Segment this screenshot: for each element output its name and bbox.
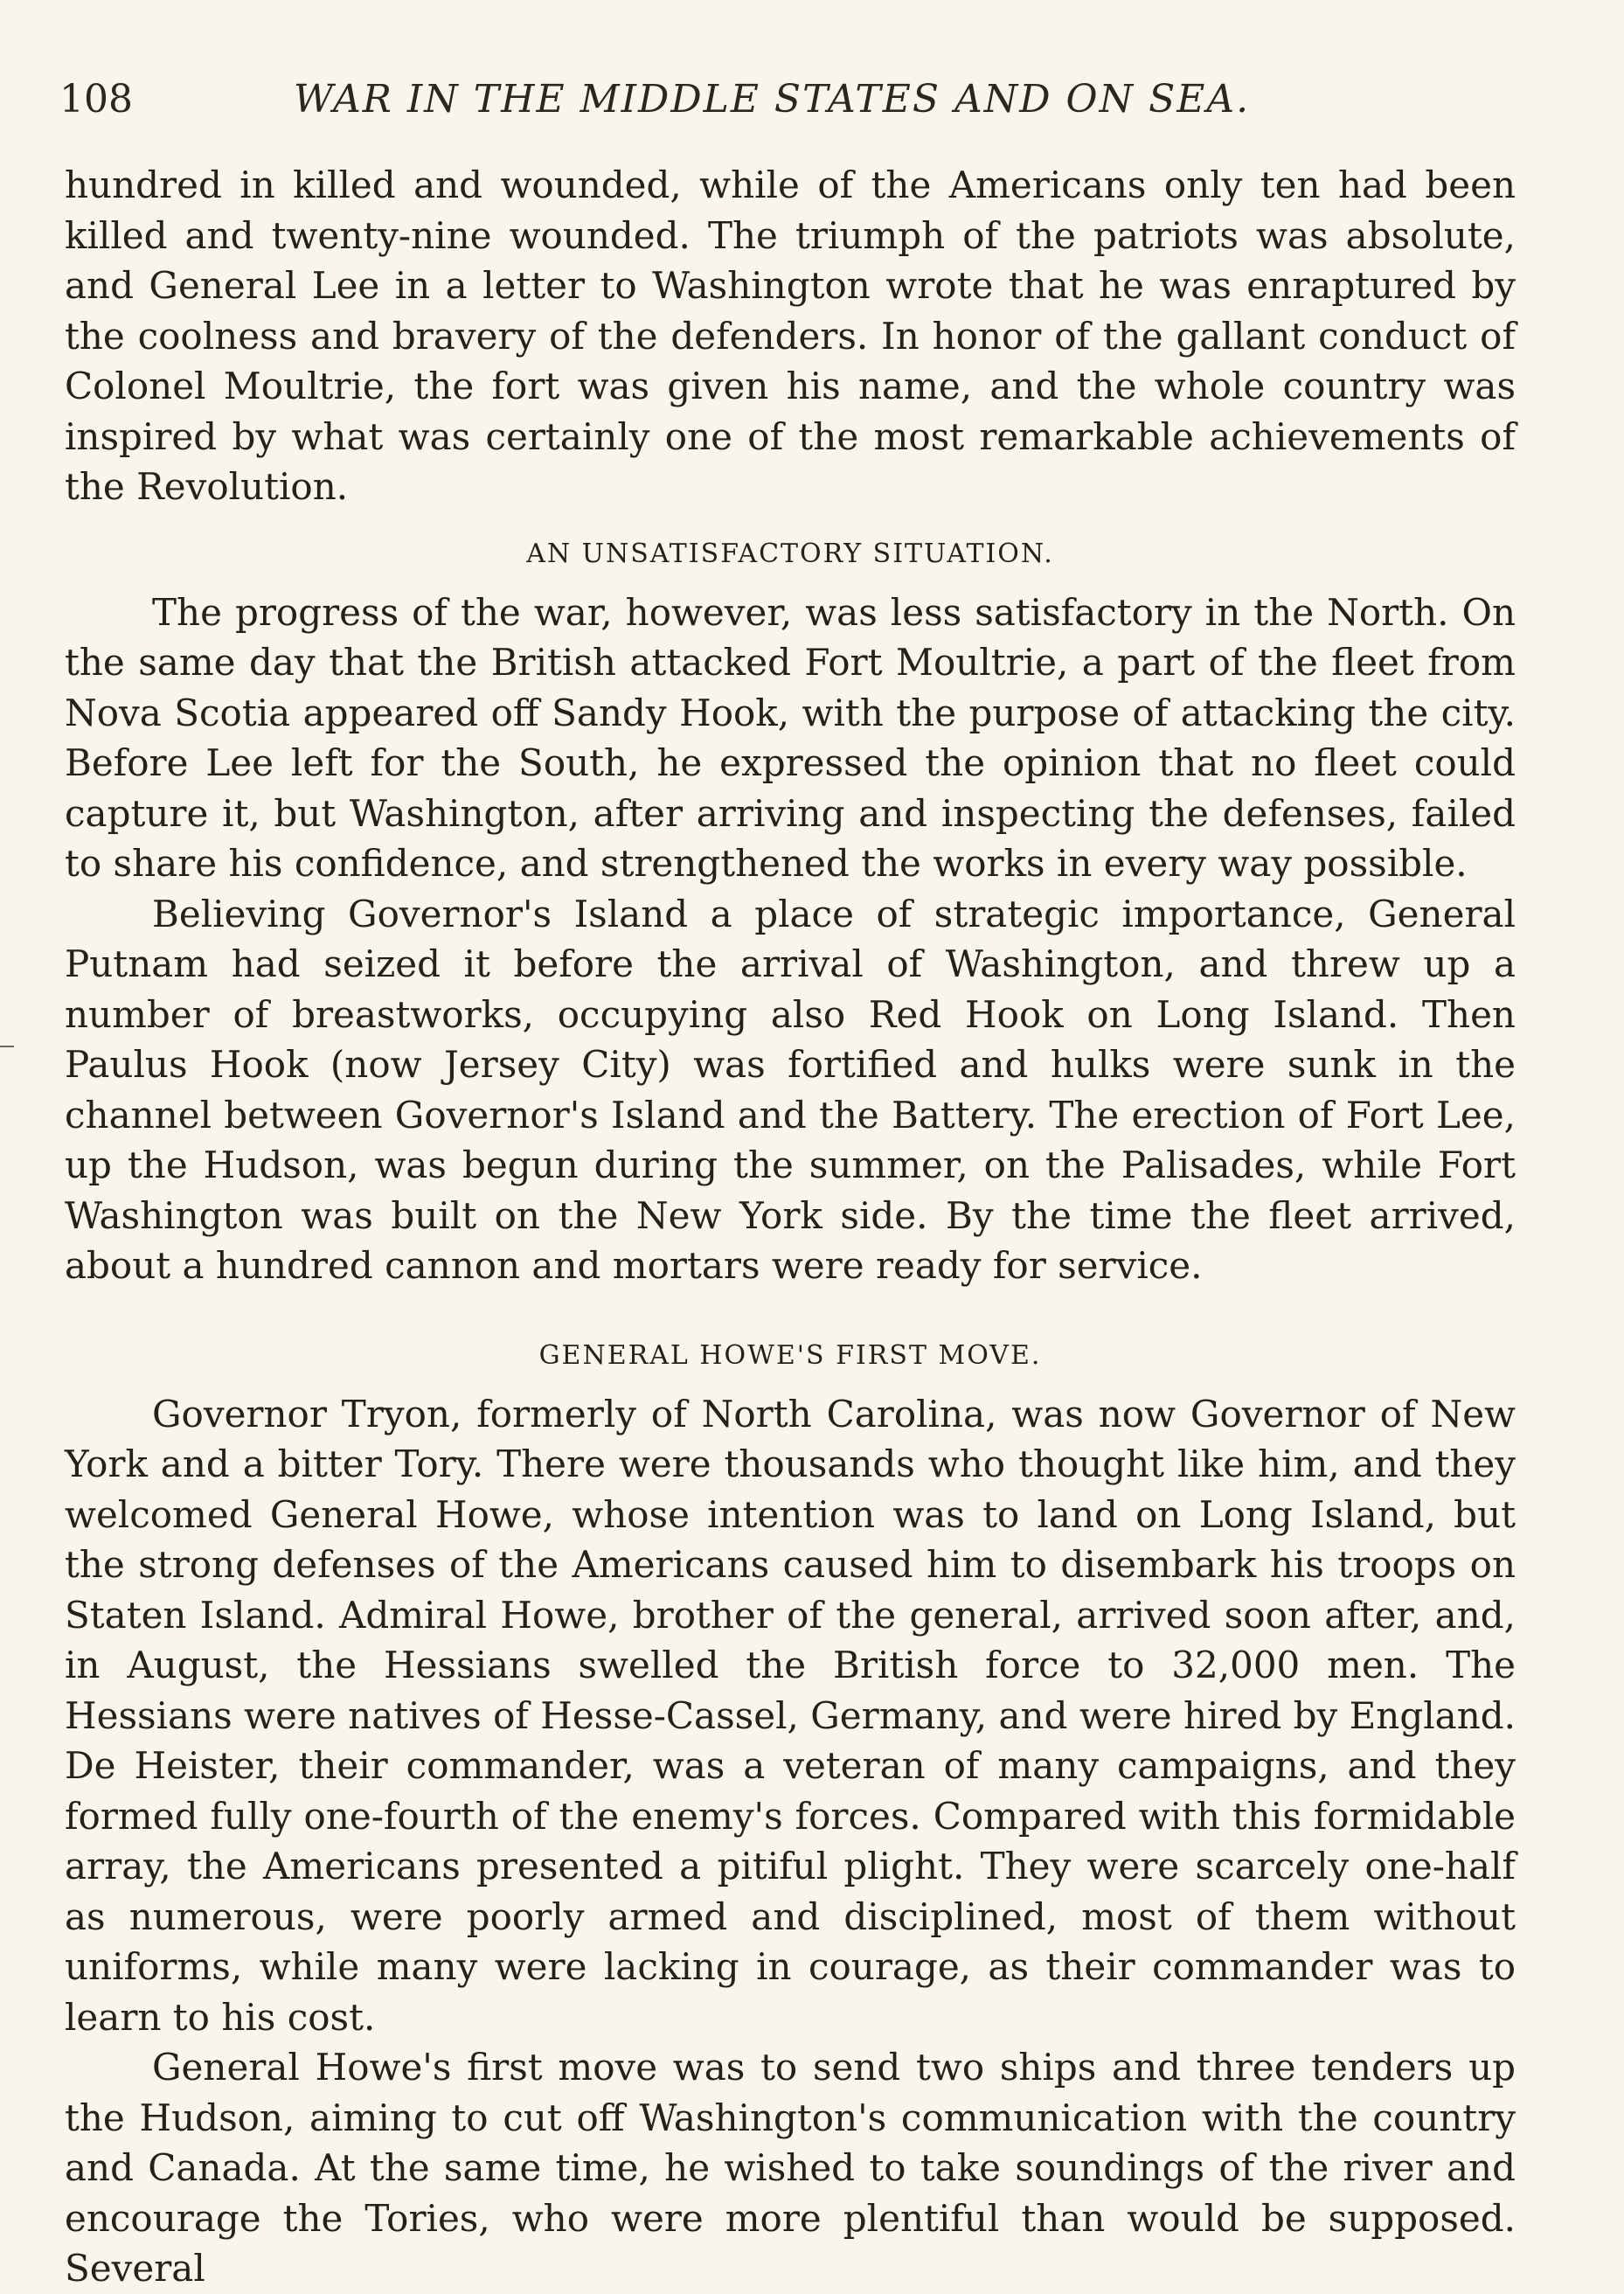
paragraph-howes-first-move: General Howe's first move was to send two ships and three tenders up the Hudson, aiming to cut off Washington's communication with the country and Canada. At the same time, he wished to take soundings of the river and encourage the Tories, who were more plentiful than would be supposed. Several	[65, 2046, 1516, 2290]
paragraph-governors-island: Believing Governor's Island a place of strategic importance, General Putnam had seized it before the arrival of Washington, and threw up a number of breastworks, occupying also Red Hook on Long Island. Then Paulus Hook (now Jersey City) was fortified and hulks were sunk in the channel between Governor's Island and the Battery. The erection of Fort Lee, up the Hudson, was begun during the summer, on the Palisades, while Fort Washington was built on the New York side. By the time the fleet arrived, about a hundred cannon and mortars were ready for service.	[65, 892, 1516, 1287]
section-gap	[65, 1291, 1516, 1314]
paragraph-governor-tryon: Governor Tryon, formerly of North Carolina, was now Governor of New York and a bitter Tory. There were thousands who thought like him, and they welcomed General Howe, whose intention was to land on Long Island, but the strong defenses of the Americans caused him to disembark his troops on Staten Island. Admiral Howe, brother of the general, arrived soon after, and, in August, the Hessians swelled the British force to 32,000 men. The Hessians were natives of Hesse-Cassel, Germany, and were hired by England. De Heister, their commander, was a veteran of many campaigns, and they formed fully one-fourth of the enemy's forces. Compared with this formidable array, the Americans presented a pitiful plight. They were scarcely one-half as numerous, were poorly armed and disciplined, most of them without uniforms, while many were lacking in courage, as their commander was to learn to his cost.	[65, 1392, 1516, 2039]
running-title: WAR IN THE MIDDLE STATES AND ON SEA.	[294, 77, 1251, 122]
section-heading-unsatisfactory-situation: AN UNSATISFACTORY SITUATION.	[526, 538, 1054, 569]
running-head	[59, 73, 1528, 126]
margin-mark	[0, 1046, 14, 1047]
page-body	[65, 160, 1516, 2294]
page-number: 108	[59, 77, 133, 122]
paragraph-progress-of-war: The progress of the war, however, was less satisfactory in the North. On the same day that the British attacked Fort Moultrie, a part of the fleet from Nova Scotia appeared off Sandy Hook, with the purpose of attacking the city. Before Lee left for the South, he expressed the opinion that no fleet could capture it, but Washington, after arriving and inspecting the defenses, failed to share his confidence, and strengthened the works in every way possible.	[65, 590, 1516, 885]
continued-paragraph: hundred in killed and wounded, while of the Americans only ten had been killed and twenty-nine wounded. The triumph of the patriots was absolute, and General Lee in a letter to Washington wrote that he was enraptured by the coolness and bravery of the defenders. In honor of the gallant conduct of Colonel Moultrie, the fort was given his name, and the whole country was inspired by what was certainly one of the most remarkable achievements of the Revolution.	[65, 163, 1516, 508]
section-heading-howes-first-move: GENERAL HOWE'S FIRST MOVE.	[538, 1339, 1042, 1371]
